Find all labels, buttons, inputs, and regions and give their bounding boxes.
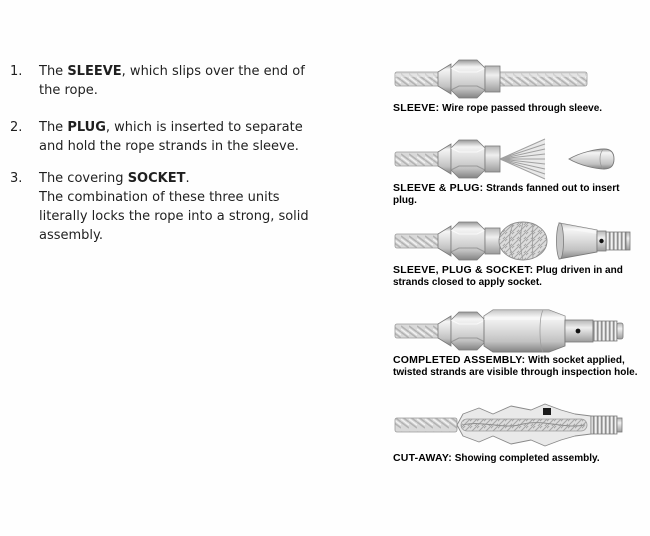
completed-assembly-illustration xyxy=(393,308,633,354)
item-text-rest: , which slips over the end of the rope. xyxy=(39,64,305,98)
sleeve-plug-illustration xyxy=(393,136,633,182)
figure-caption xyxy=(393,453,645,465)
instruction-list xyxy=(10,62,320,245)
figure-sleeve xyxy=(393,56,645,115)
item-number: 3. xyxy=(10,171,23,186)
item-number: 2. xyxy=(10,120,23,135)
figure-caption xyxy=(393,103,645,115)
caption-text: Showing completed assembly. xyxy=(454,453,600,464)
item-text xyxy=(39,169,319,245)
caption-label: COMPLETED ASSEMBLY: xyxy=(393,354,526,366)
list-item xyxy=(10,169,320,245)
caption-text: Plug driven in and strands closed to apply socket. xyxy=(393,265,623,288)
item-text-lead: The covering xyxy=(39,171,128,186)
caption-label: CUT-AWAY: xyxy=(393,452,452,464)
figure-caption xyxy=(393,265,645,288)
figure-cut-away xyxy=(393,398,645,465)
figure-completed-assembly xyxy=(393,308,645,378)
term-plug: PLUG xyxy=(67,120,106,135)
item-text-lead: The xyxy=(39,120,68,135)
caption-text: Strands fanned out to insert plug. xyxy=(393,183,620,206)
term-socket: SOCKET xyxy=(127,171,186,186)
item-text-rest: . xyxy=(185,171,190,186)
caption-text: Wire rope passed through sleeve. xyxy=(442,103,603,114)
item-continuation: The combination of these three units literally locks the rope into a strong, solid assembly. xyxy=(39,190,309,243)
cut-away-illustration xyxy=(393,398,633,452)
item-text xyxy=(39,62,319,100)
term-sleeve: SLEEVE xyxy=(67,64,122,79)
caption-text: With socket applied, twisted strands are visible through inspection hole. xyxy=(393,355,638,378)
caption-label: SLEEVE, PLUG & SOCKET: xyxy=(393,264,534,276)
figure-caption xyxy=(393,355,645,378)
item-number: 1. xyxy=(10,64,23,79)
item-text-lead: The xyxy=(39,64,68,79)
figure-sleeve-plug xyxy=(393,136,645,206)
item-text xyxy=(39,118,319,156)
figure-sleeve-plug-socket xyxy=(393,218,645,288)
caption-label: SLEEVE: xyxy=(393,102,440,114)
sleeve-plug-socket-illustration xyxy=(393,218,633,264)
figure-caption xyxy=(393,183,645,206)
list-item xyxy=(10,118,320,156)
item-text-rest: , which is inserted to separate and hold the rope strands in the sleeve. xyxy=(39,120,303,154)
sleeve-illustration xyxy=(393,56,633,102)
caption-label: SLEEVE & PLUG: xyxy=(393,182,484,194)
list-item xyxy=(10,62,320,100)
